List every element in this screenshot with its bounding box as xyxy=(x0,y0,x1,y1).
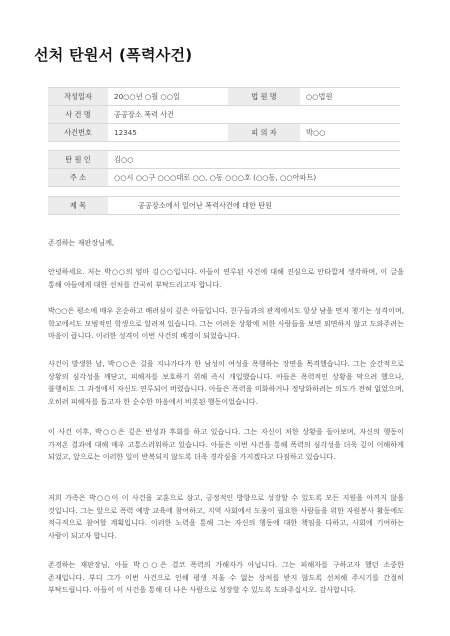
body-paragraph-3: 사건이 발생한 날, 박○○은 길을 지나가다가 한 남성이 여성을 폭행하는 장면을 목격했습니다. 그는 순간적으로 상황의 심각성을 깨닫고, 피해자를 보호하기 위해 즉시 개입했습니다. 아들은 폭력적인 상황을 막으려 했으나, 불행히도 그 과정에서 자신도 연루되어 버렸습니다. 아들은 폭력을 미화하거나 정당화하려는 의도가 전혀 없었으며, 오히려 피해자를 돕고자 한 순수한 마음에서 비롯된 행동이었습니다. xyxy=(48,359,404,406)
subject-value: 공공장소에서 일어난 폭력사건에 대한 탄원 xyxy=(108,197,400,215)
body-paragraph-4: 이 사건 이후, 박○○은 깊은 반성과 후회를 하고 있습니다. 그는 자신이 처한 상황을 돌아보며, 자신의 행동이 가져온 결과에 대해 매우 고통스러워하고 있습니다. 아들은 이번 사건을 통해 폭력의 심각성을 더욱 깊이 이해하게 되었고, 앞으로는 이러한 일이 반복되지 않도록 더욱 경각심을 가지겠다고 다짐하고 있습니다. xyxy=(48,427,404,462)
case-name-value: 공공장소 폭력 사건 xyxy=(108,106,400,124)
body-paragraph-2: 박○○은 평소에 매우 온순하고 배려심이 깊은 아들입니다. 친구들과의 관계에서도 항상 남을 먼저 챙기는 성격이며, 학교에서도 모범적인 학생으로 알려져 있습니다. 그는 어려운 상황에 처한 사람들을 보면 외면하지 않고 도와주려는 마음이 큽니다. 이러한 성격이 이번 사건의 배경이 되었습니다. xyxy=(48,306,404,341)
petitioner-table xyxy=(48,150,400,187)
court-label: 법 원 명 xyxy=(228,88,300,106)
body-paragraph-5: 저희 가족은 박○○이 이 사건을 교훈으로 삼고, 긍정적인 방향으로 성장할 수 있도록 모든 지원을 아끼지 않을 것입니다. 그는 앞으로 폭력 예방 교육에 참여하고, 지역 사회에서 도움이 필요한 사람들을 위한 자원봉사 활동에도 적극적으로 참여할 계획입니다. 이러한 노력을 통해 그는 자신의 행동에 대한 책임을 다하고, 사회에 기여하는 사람이 되고자 합니다. xyxy=(48,493,404,540)
case-name-label: 사 건 명 xyxy=(48,106,108,124)
date-value: 20○○년 ○월 ○○일 xyxy=(108,88,228,106)
address-label: 주 소 xyxy=(48,169,108,187)
body-paragraph-1: 안녕하세요. 저는 박○○의 엄마 김○○입니다. 아들이 연루된 사건에 대해 진심으로 안타깝게 생각하며, 이 글을 통해 아들에게 대한 선처를 간곡히 부탁드리고자 합니다. xyxy=(48,267,404,289)
subject-table xyxy=(48,196,400,215)
defendant-label: 피 의 자 xyxy=(228,124,300,142)
case-number-label: 사건번호 xyxy=(48,124,108,142)
subject-label: 제 목 xyxy=(48,197,108,215)
date-label: 작성일자 xyxy=(48,88,108,106)
petitioner-name-value: 김○○ xyxy=(108,151,400,169)
document-title: 선처 탄원서 (폭력사건) xyxy=(34,46,193,64)
body-paragraph-6: 존경하는 재판장님, 아들 박○○은 결코 폭력의 가해자가 아닙니다. 그는 피해자를 구하고자 했던 소중한 존재입니다. 부디 그가 이번 사건으로 인해 평생 지울 수 없는 상처를 받지 않도록 선처해 주시기를 간절히 부탁드립니다. 아들이 이 사건을 통해 더 나은 사람으로 성장할 수 있도록 도와주십시오. 감사합니다. xyxy=(48,560,404,595)
greeting: 존경하는 재판장님께, xyxy=(48,238,115,247)
petitioner-name-label: 탄 원 인 xyxy=(48,151,108,169)
address-value: ○○시 ○○구 ○○○대로 ○○, ○동 ○○○호 (○○동, ○○아파트) xyxy=(108,169,400,187)
defendant-value: 박○○ xyxy=(300,124,400,142)
court-value: ○○법원 xyxy=(300,88,400,106)
case-number-value: 12345 xyxy=(108,124,228,142)
case-info-table xyxy=(48,87,400,142)
